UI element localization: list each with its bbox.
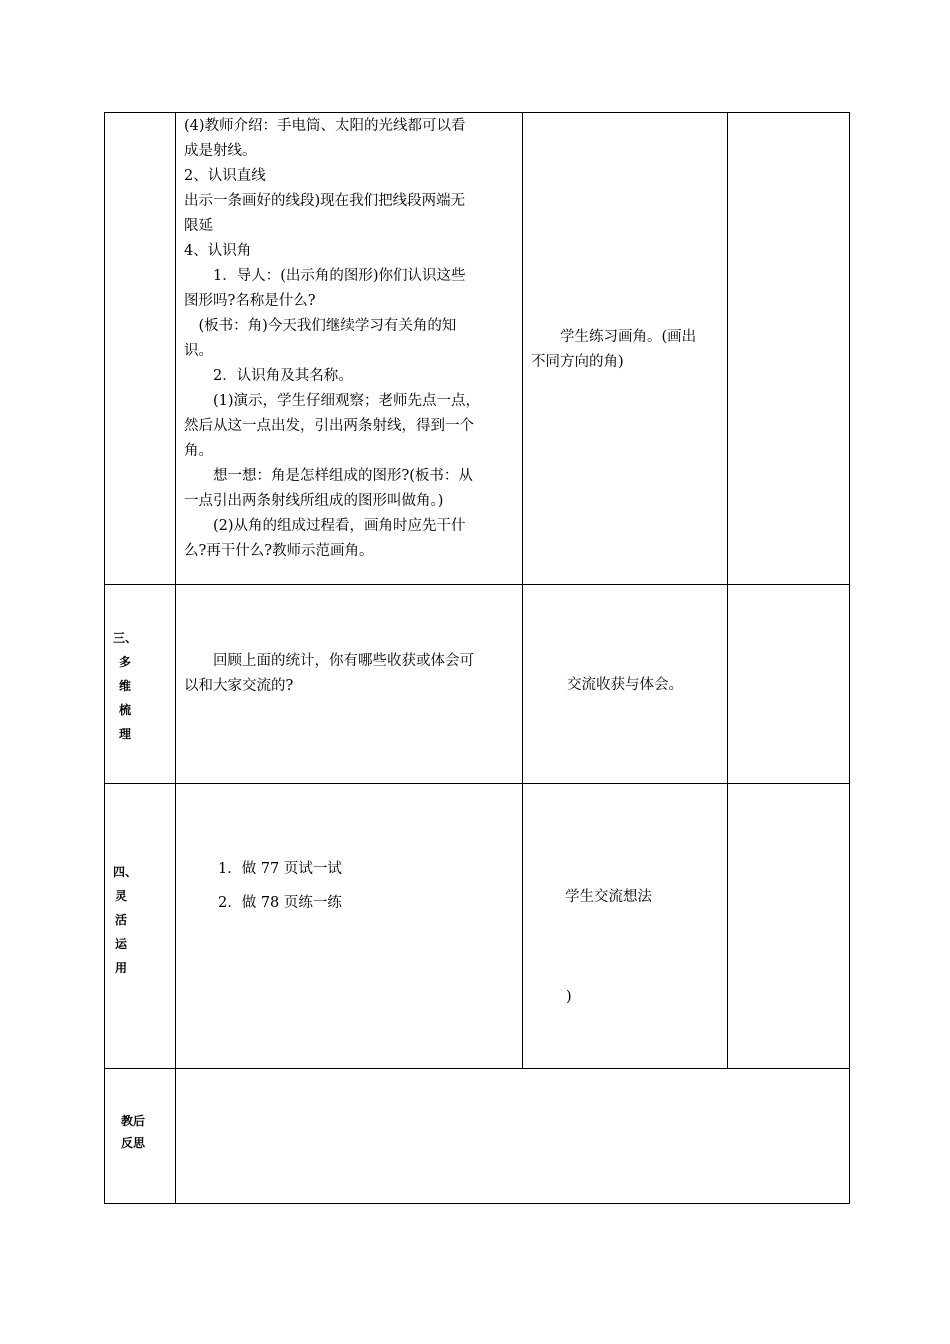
row2-student: 交流收获与体会。 <box>567 677 683 693</box>
col-divider-2 <box>522 112 523 1068</box>
content-line: 想一想：角是怎样组成的图形?(板书：从 <box>184 468 473 484</box>
heading-char: 梳 <box>119 703 132 717</box>
row3-student-extra: ) <box>566 989 572 1005</box>
row4-heading-line: 反思 <box>121 1136 146 1150</box>
heading-char: 灵 <box>115 889 128 903</box>
content-line: (板书：角)今天我们继续学习有关角的知 <box>184 318 457 334</box>
row2-content-line: 回顾上面的统计，你有哪些收获或体会可 <box>184 653 474 669</box>
col-divider-3 <box>727 112 728 1068</box>
row3-content-line: 1．做 77 页试一试 <box>218 861 342 877</box>
content-line: (2)从角的组成过程看，画角时应先干什 <box>184 518 466 534</box>
row-divider-3 <box>104 1068 850 1069</box>
content-line: 角。 <box>184 443 213 459</box>
content-line: 2、认识直线 <box>184 168 266 184</box>
content-line: 限延 <box>184 218 213 234</box>
row2-content-line: 以和大家交流的? <box>184 678 294 694</box>
row3-content-line: 2．做 78 页练一练 <box>218 895 342 911</box>
row3-student: 学生交流想法 <box>565 889 652 905</box>
content-line: 出示一条画好的线段)现在我们把线段两端无 <box>184 193 466 209</box>
content-line: 成是射线。 <box>184 143 257 159</box>
content-line: 2．认识角及其名称。 <box>184 368 353 384</box>
heading-char: 运 <box>115 937 128 951</box>
heading-char: 多 <box>119 655 132 669</box>
col-divider-1 <box>175 112 176 1204</box>
content-line: 然后从这一点出发，引出两条射线，得到一个 <box>184 418 474 434</box>
heading-char: 活 <box>115 913 128 927</box>
content-line: (4)教师介绍：手电筒、太阳的光线都可以看 <box>184 118 466 134</box>
content-line: 识。 <box>184 343 213 359</box>
heading-char: 理 <box>119 727 132 741</box>
content-line: 么?再干什么?教师示范画角。 <box>184 543 374 559</box>
content-line: 一点引出两条射线所组成的图形叫做角。) <box>184 493 444 509</box>
row-divider-2 <box>104 783 850 784</box>
heading-char: 维 <box>119 679 132 693</box>
row1-student-line: 学生练习画角。(画出 <box>531 329 697 345</box>
row3-heading <box>113 860 153 980</box>
content-line: 4、认识角 <box>184 243 252 259</box>
row4-heading-line: 教后 <box>121 1114 146 1128</box>
row2-heading <box>113 626 153 746</box>
content-line: 图形吗?名称是什么? <box>184 293 316 309</box>
row-divider-1 <box>104 584 850 585</box>
heading-char: 用 <box>115 961 128 975</box>
content-line: 1．导人：(出示角的图形)你们认识这些 <box>184 268 466 284</box>
heading-char: 四、 <box>113 865 138 879</box>
row1-student-line: 不同方向的角) <box>531 354 624 370</box>
content-line: (1)演示，学生仔细观察；老师先点一点， <box>184 393 481 409</box>
heading-char: 三、 <box>113 631 138 645</box>
